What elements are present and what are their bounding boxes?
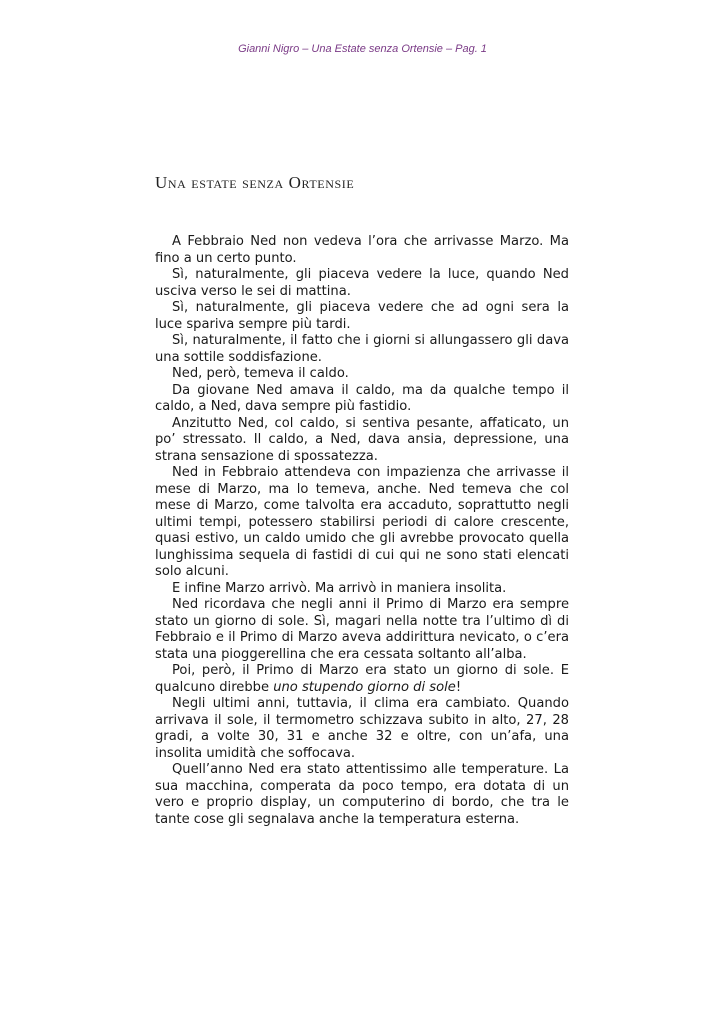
body-text <box>155 234 569 828</box>
paragraph: Ned ricordava che negli anni il Primo di Marzo era sempre stato un giorno di sole. Sì, magari nella notte tra l’ultimo dì di Febbraio e il Primo di Marzo aveva addirittura nevicato, o c’era stata una pioggerellina che era cessata soltanto all’alba. <box>155 597 569 662</box>
paragraph: E infine Marzo arrivò. Ma arrivò in maniera insolita. <box>172 580 507 596</box>
paragraph: Sì, naturalmente, gli piaceva vedere che ad ogni sera la luce spariva sempre più tardi. <box>155 300 569 332</box>
paragraph: Negli ultimi anni, tuttavia, il clima era cambiato. Quando arrivava il sole, il termometro schizzava subito in alto, 27, 28 gradi, a volte 30, 31 e anche 32 e oltre, con un’afa, una insolita umidità che soffocava. <box>155 696 569 761</box>
running-header: Gianni Nigro – Una Estate senza Ortensie – Pag. 1 <box>238 43 487 55</box>
emphasized-text: uno stupendo giorno di sole <box>273 679 456 695</box>
paragraph: Sì, naturalmente, gli piaceva vedere la luce, quando Ned usciva verso le sei di mattina. <box>155 267 569 299</box>
paragraph-text: Poi, però, il Primo di Marzo era stato un giorno di sole. E qualcuno direbbe <box>155 663 569 695</box>
paragraph: Ned, però, temeva il caldo. <box>172 366 349 381</box>
paragraph: Quell’anno Ned era stato attentissimo alle temperature. La sua macchina, comperata da poco tempo, era dotata di un vero e proprio display, un computerino di bordo, che tra le tante cose gli segnalava anche la temperatura esterna. <box>155 762 569 827</box>
paragraph-text: ! <box>455 679 462 695</box>
chapter-title: Una estate senza Ortensie <box>155 173 355 192</box>
paragraph: Da giovane Ned amava il caldo, ma da qualche tempo il caldo, a Ned, dava sempre più fastidio. <box>155 382 569 414</box>
paragraph: Sì, naturalmente, il fatto che i giorni si allungassero gli dava una sottile soddisfazione. <box>155 333 569 365</box>
paragraph: Anzitutto Ned, col caldo, si sentiva pesante, affaticato, un po’ stressato. Il caldo, a Ned, dava ansia, depressione, una strana sensazione di spossatezza. <box>155 415 569 464</box>
paragraph: Ned in Febbraio attendeva con impazienza che arrivasse il mese di Marzo, ma lo temeva, anche. Ned temeva che col mese di Marzo, come talvolta era accaduto, soprattutto negli ultimi tempi, potessero stabilirsi periodi di calore crescente, quasi estivo, un caldo umido che gli avrebbe provocato quella lunghissima sequela di fastidi di cui qui ne sono stati elencati solo alcuni. <box>155 465 569 579</box>
paragraph: A Febbraio Ned non vedeva l’ora che arrivasse Marzo. Ma fino a un certo punto. <box>155 234 569 266</box>
paragraph <box>155 663 569 696</box>
